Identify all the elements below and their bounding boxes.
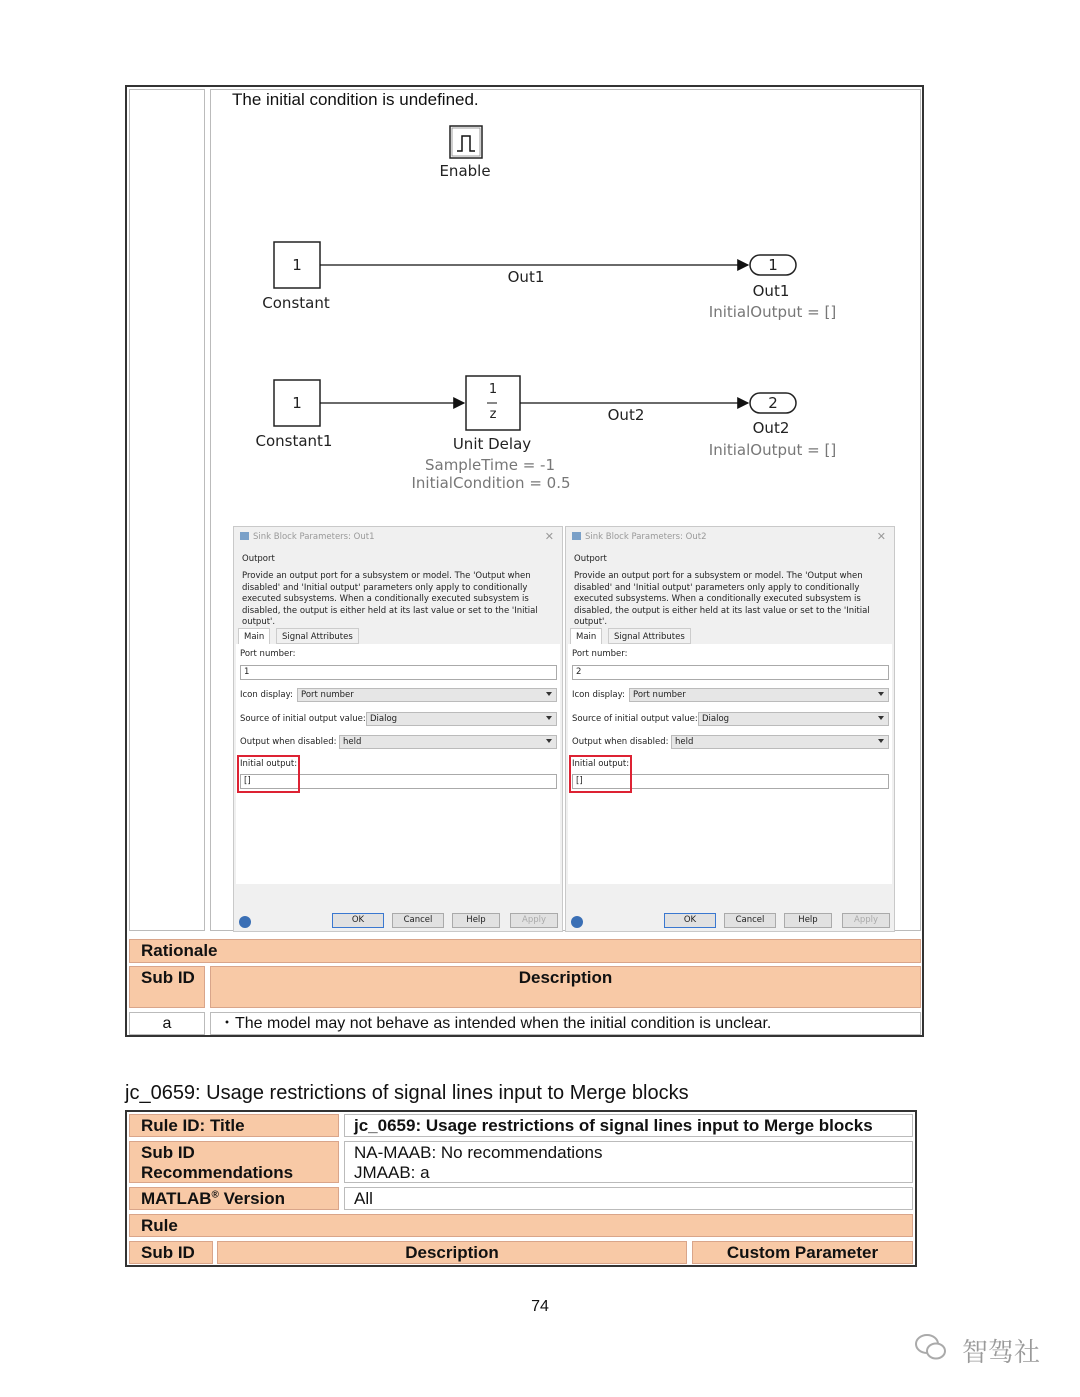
icon-display-label: Icon display: xyxy=(572,690,625,700)
subid-header: Sub ID xyxy=(129,966,205,1008)
enable-block xyxy=(450,126,482,158)
output-disabled-select[interactable]: held xyxy=(671,735,889,749)
dialog-section: Outport xyxy=(242,554,275,564)
out1-port-number: 1 xyxy=(768,256,778,274)
initial-output-label: Initial output: xyxy=(240,759,298,769)
unit-delay-initialcondition: InitialCondition = 0.5 xyxy=(411,474,571,492)
section-heading: jc_0659: Usage restrictions of signal lines input to Merge blocks xyxy=(125,1082,689,1104)
rule-id-label: Rule ID: Title xyxy=(129,1114,339,1137)
source-select[interactable]: Dialog xyxy=(698,712,889,726)
empty-left-cell xyxy=(129,89,205,931)
tab-signal-attributes[interactable]: Signal Attributes xyxy=(276,628,359,644)
enable-label: Enable xyxy=(439,162,491,180)
description-col-header: Description xyxy=(217,1241,687,1264)
chevron-down-icon xyxy=(546,716,552,720)
port-number-input[interactable]: 2 xyxy=(572,665,889,680)
rationale-header: Rationale xyxy=(129,939,921,963)
cancel-button[interactable]: Cancel xyxy=(724,913,776,928)
chevron-down-icon xyxy=(546,739,552,743)
matlab-version-label: MATLAB® Version xyxy=(129,1187,339,1210)
description-header: Description xyxy=(210,966,921,1008)
tab-main[interactable]: Main xyxy=(570,628,602,644)
dialog-description: Provide an output port for a subsystem or model. The 'Output when disabled' and 'Initial output' parameters only apply to conditionally executed subsystems. When a conditionally executed subsystem is disabled, the output is either held at its last value or set to the 'Initial output'. xyxy=(242,571,538,627)
icon-display-select[interactable]: Port number xyxy=(297,688,557,702)
simulink-icon xyxy=(572,532,581,540)
output-disabled-label: Output when disabled: xyxy=(240,737,337,747)
signal-label-out2: Out2 xyxy=(607,406,645,424)
subid-rec-label: Sub ID Recommendations xyxy=(129,1141,339,1183)
chevron-down-icon xyxy=(546,692,552,696)
port-number-label: Port number: xyxy=(572,649,628,659)
constant-label: Constant xyxy=(262,294,330,312)
subid-col-header: Sub ID xyxy=(129,1241,213,1264)
dialog-title: Sink Block Parameters: Out1 xyxy=(240,532,375,542)
wechat-icon xyxy=(914,1332,944,1362)
help-button[interactable]: Help xyxy=(452,913,500,928)
unit-delay-den: z xyxy=(489,407,497,422)
constant-value: 1 xyxy=(292,256,302,274)
chevron-down-icon xyxy=(878,692,884,696)
close-icon[interactable]: ✕ xyxy=(544,530,554,543)
out2-label: Out2 xyxy=(752,419,790,437)
source-select[interactable]: Dialog xyxy=(366,712,557,726)
signal-label-out1: Out1 xyxy=(507,268,545,286)
page-number: 74 xyxy=(531,1298,549,1315)
close-icon[interactable]: ✕ xyxy=(876,530,886,543)
dialog-section: Outport xyxy=(574,554,607,564)
initial-output-label: Initial output: xyxy=(572,759,630,769)
port-number-input[interactable]: 1 xyxy=(240,665,557,680)
constant1-label: Constant1 xyxy=(255,432,333,450)
dialog-description: Provide an output port for a subsystem or model. The 'Output when disabled' and 'Initial output' parameters only apply to conditionally executed subsystems. When a conditionally executed subsystem is disabled, the output is either held at its last value or set to the 'Initial output'. xyxy=(574,571,870,627)
icon-display-label: Icon display: xyxy=(240,690,293,700)
diagram-caption: The initial condition is undefined. xyxy=(232,90,479,109)
apply-button[interactable]: Apply xyxy=(510,913,558,928)
initial-output-input[interactable]: [] xyxy=(240,774,557,789)
chevron-down-icon xyxy=(878,716,884,720)
rule-header: Rule xyxy=(129,1214,913,1237)
help-button[interactable]: Help xyxy=(784,913,832,928)
help-icon[interactable] xyxy=(571,916,583,928)
unit-delay-num: 1 xyxy=(488,382,498,397)
unit-delay-sampletime: SampleTime = -1 xyxy=(424,456,555,474)
initial-output-input[interactable]: [] xyxy=(572,774,889,789)
help-icon[interactable] xyxy=(239,916,251,928)
matlab-version-value: All xyxy=(344,1187,913,1210)
unit-delay-label: Unit Delay xyxy=(452,435,532,453)
simulink-icon xyxy=(240,532,249,540)
constant1-value: 1 xyxy=(292,394,302,412)
output-disabled-select[interactable]: held xyxy=(339,735,557,749)
row-description: ・The model may not behave as intended when the initial condition is unclear. xyxy=(210,1012,921,1035)
out2-port-number: 2 xyxy=(768,394,778,412)
dialog-out1 xyxy=(233,526,563,932)
recommendations-value: NA-MAAB: No recommendations JMAAB: a xyxy=(344,1141,913,1183)
tab-main[interactable]: Main xyxy=(238,628,270,644)
out1-label: Out1 xyxy=(752,282,790,300)
custom-param-col-header: Custom Parameter xyxy=(692,1241,913,1264)
chevron-down-icon xyxy=(878,739,884,743)
ok-button[interactable]: OK xyxy=(664,913,716,928)
dialog-out2 xyxy=(565,526,895,932)
highlight-box xyxy=(237,755,300,793)
source-label: Source of initial output value: xyxy=(240,714,366,724)
highlight-box xyxy=(569,755,632,793)
dialog-title: Sink Block Parameters: Out2 xyxy=(572,532,707,542)
port-number-label: Port number: xyxy=(240,649,296,659)
out2-param: InitialOutput = [] xyxy=(708,441,837,459)
row-subid: a xyxy=(129,1012,205,1035)
tab-signal-attributes[interactable]: Signal Attributes xyxy=(608,628,691,644)
icon-display-select[interactable]: Port number xyxy=(629,688,889,702)
source-label: Source of initial output value: xyxy=(572,714,698,724)
out1-param: InitialOutput = [] xyxy=(708,303,837,321)
output-disabled-label: Output when disabled: xyxy=(572,737,669,747)
cancel-button[interactable]: Cancel xyxy=(392,913,444,928)
ok-button[interactable]: OK xyxy=(332,913,384,928)
apply-button[interactable]: Apply xyxy=(842,913,890,928)
rule-id-value: jc_0659: Usage restrictions of signal lines input to Merge blocks xyxy=(344,1114,913,1137)
watermark-text: 智驾社 xyxy=(962,1338,1041,1368)
